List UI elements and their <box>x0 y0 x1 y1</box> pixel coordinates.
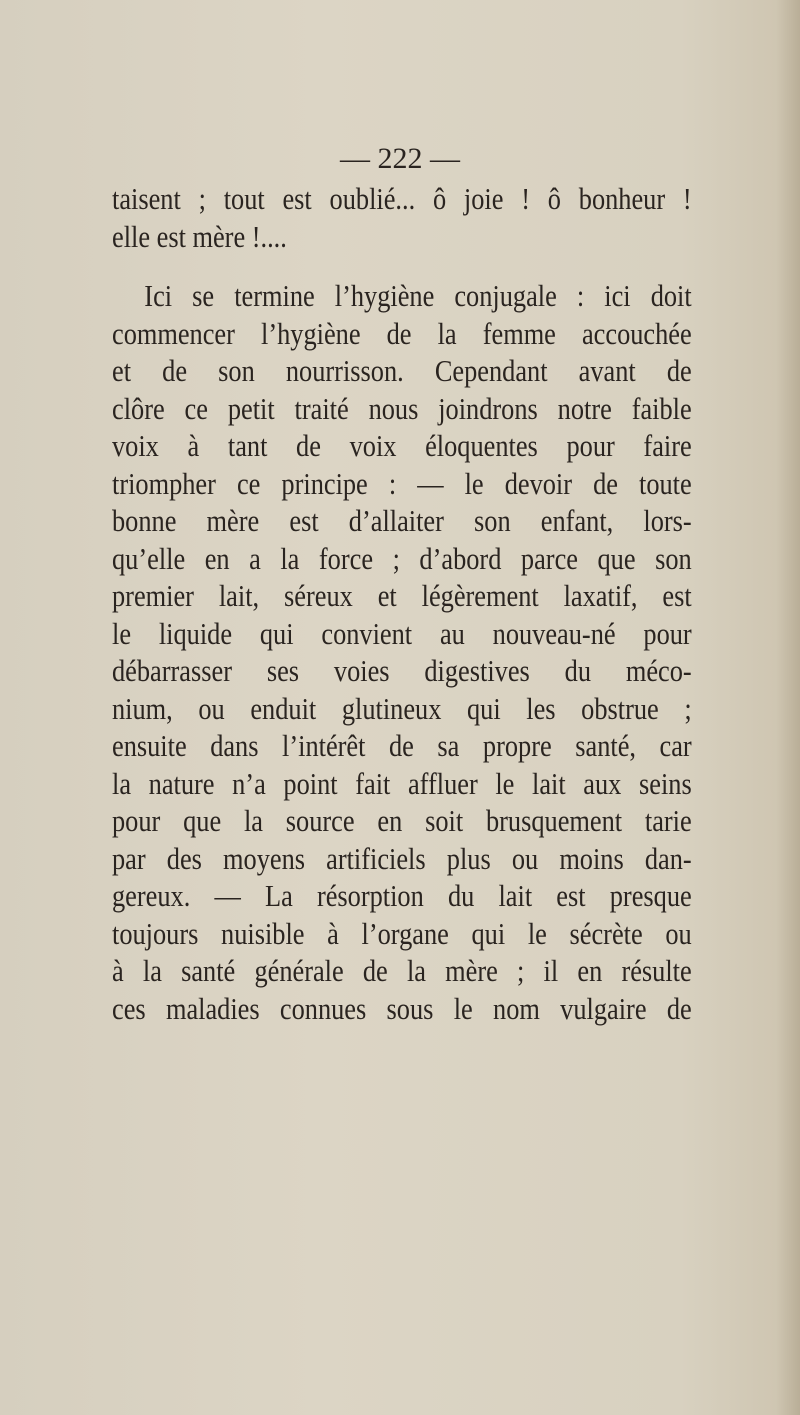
text-line: gereux. — La résorption du lait est presque <box>112 878 692 913</box>
text-line: ensuite dans l’intérêt de sa propre santé, car <box>112 728 692 763</box>
text-line: Ici se termine l’hygiène conjugale : ici doit <box>144 278 692 313</box>
text-line: voix à tant de voix éloquentes pour faire <box>112 428 692 463</box>
body-text <box>112 180 692 1027</box>
paragraph <box>112 180 692 255</box>
text-line: qu’elle en a la force ; d’abord parce que son <box>112 540 692 576</box>
text-line: et de son nourrisson. Cependant avant de <box>112 353 692 388</box>
text-line: taisent ; tout est oublié... ô joie ! ô bonheur ! <box>112 181 692 216</box>
text-line: ces maladies connues sous le nom vulgaire de <box>112 990 692 1026</box>
text-line: par des moyens artificiels plus ou moins dan- <box>112 840 692 876</box>
text-line: nium, ou enduit glutineux qui les obstrue ; <box>112 690 692 726</box>
text-line: débarrasser ses voies digestives du méco- <box>112 653 692 688</box>
text-line: pour que la source en soit brusquement tarie <box>112 803 692 838</box>
text-line: premier lait, séreux et légèrement laxatif, est <box>112 578 692 613</box>
text-line: à la santé générale de la mère ; il en résulte <box>112 953 692 988</box>
text-line: elle est mère !.... <box>112 218 287 254</box>
text-line: le liquide qui convient au nouveau-né pour <box>112 615 692 651</box>
text-line: clôre ce petit traité nous joindrons notre faible <box>112 390 692 426</box>
text-line: toujours nuisible à l’organe qui le sécrète ou <box>112 915 692 951</box>
page-number: — 222 — <box>340 142 460 175</box>
text-line: commencer l’hygiène de la femme accouchée <box>112 315 692 351</box>
text-line: la nature n’a point fait affluer le lait aux seins <box>112 765 692 801</box>
text-line: triompher ce principe : — le devoir de toute <box>112 465 692 501</box>
text-line: bonne mère est d’allaiter son enfant, lors- <box>112 503 692 538</box>
paragraph <box>112 277 692 1027</box>
